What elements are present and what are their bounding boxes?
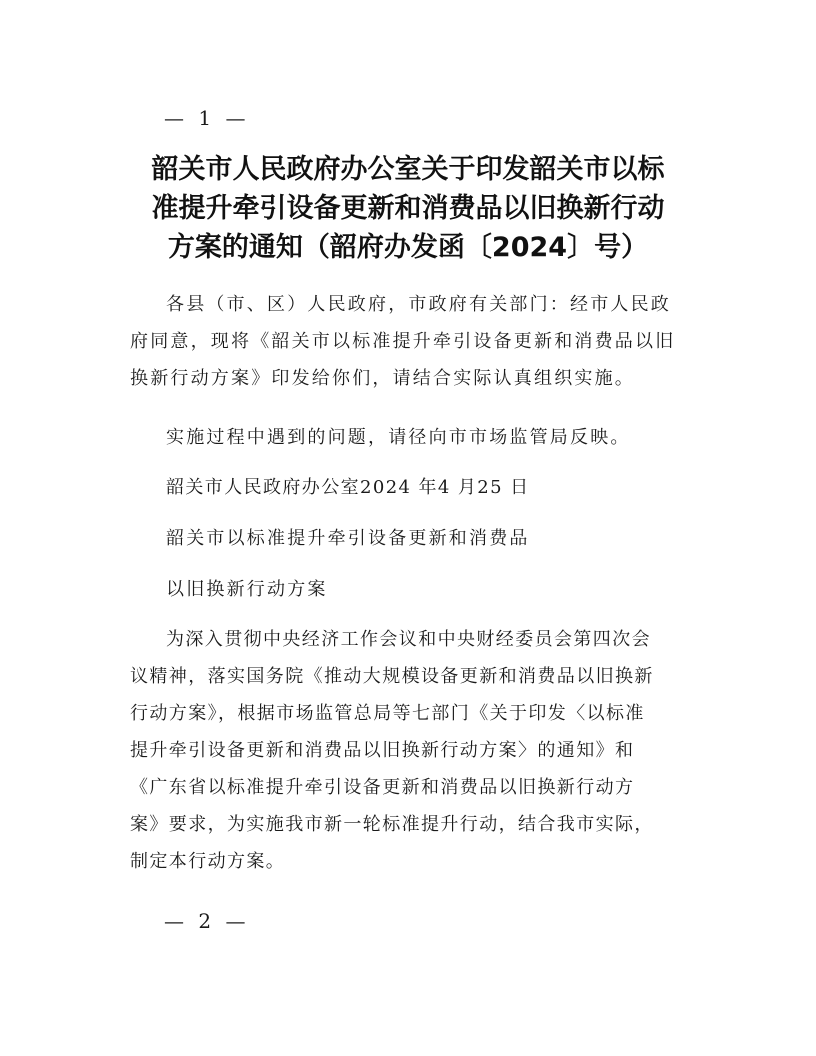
page-number-top: — 1 — xyxy=(164,106,250,130)
paragraph-line: 《广东省以标准提升牵引设备更新和消费品以旧换新行动方 xyxy=(130,777,635,798)
document-title xyxy=(100,150,716,267)
paragraph-line: 行动方案》，根据市场监管总局等七部门《关于印发〈以标准 xyxy=(130,703,645,724)
signature-line xyxy=(130,469,710,506)
paragraph-line: 各县（市、区）人民政府，市政府有关部门：经市人民政 xyxy=(166,294,671,315)
page-number-bottom: — 2 — xyxy=(164,909,250,933)
paragraph-line: 为深入贯彻中央经济工作会议和中央财经委员会第四次会 xyxy=(166,629,651,650)
plan-title-line-2 xyxy=(130,571,710,608)
body-paragraph xyxy=(130,621,710,880)
paragraph-line: 换新行动方案》印发给你们，请结合实际认真组织实施。 xyxy=(130,368,635,389)
title-line: 韶关市人民政府办公室关于印发韶关市以标 xyxy=(151,154,665,185)
intro-paragraph xyxy=(130,286,710,397)
issue-paragraph xyxy=(130,419,710,456)
paragraph-line: 议精神，落实国务院《推动大规模设备更新和消费品以旧换新 xyxy=(130,666,654,687)
plan-title-line-1 xyxy=(130,520,710,557)
title-line: 准提升牵引设备更新和消费品以旧换新行动 xyxy=(151,193,665,224)
paragraph-line: 案》要求，为实施我市新一轮标准提升行动，结合我市实际， xyxy=(130,814,654,835)
plan-title-text: 韶关市以标准提升牵引设备更新和消费品 xyxy=(166,528,530,549)
paragraph-line: 提升牵引设备更新和消费品以旧换新行动方案〉的通知》和 xyxy=(130,740,635,761)
paragraph-line: 府同意，现将《韶关市以标准提升牵引设备更新和消费品以旧 xyxy=(130,331,676,352)
plan-title-text: 以旧换新行动方案 xyxy=(166,579,328,600)
signature-text: 韶关市人民政府办公室2024 年4 月25 日 xyxy=(166,477,530,498)
title-line: 方案的通知（韶府办发函〔2024〕号） xyxy=(167,232,649,263)
paragraph-line: 制定本行动方案。 xyxy=(130,851,286,872)
paragraph-line: 实施过程中遇到的问题，请径向市市场监管局反映。 xyxy=(166,427,631,448)
